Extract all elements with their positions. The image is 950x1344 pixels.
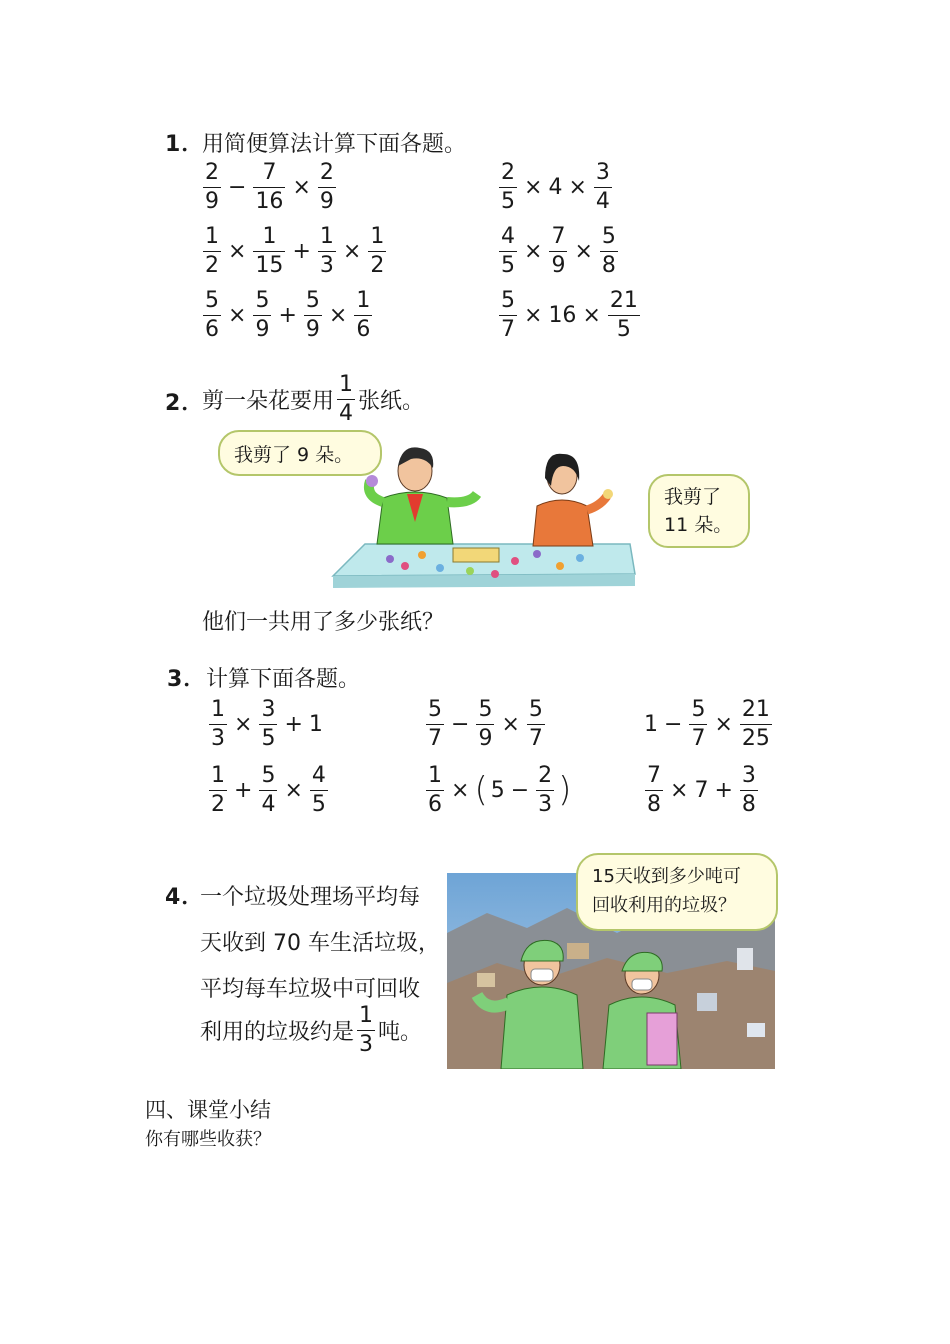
denominator: 9 xyxy=(305,316,320,342)
numerator: 2 xyxy=(538,762,553,788)
numerator: 7 xyxy=(551,223,566,249)
operator: × xyxy=(524,238,543,264)
denominator: 4 xyxy=(261,791,276,817)
fraction xyxy=(253,287,271,342)
denominator: 6 xyxy=(356,316,371,342)
q4-frac-numerator: 1 xyxy=(359,1002,374,1028)
fraction xyxy=(203,223,221,278)
fraction xyxy=(354,287,372,342)
operator: × xyxy=(714,711,733,737)
operator: − xyxy=(510,777,530,803)
denominator: 9 xyxy=(255,316,270,342)
worker-speech-line1: 15天收到多少吨可 xyxy=(592,866,741,888)
denominator: 16 xyxy=(255,188,284,214)
q3-title: 计算下面各题。 xyxy=(206,667,361,692)
numerator: 2 xyxy=(319,159,334,185)
numerator: 5 xyxy=(305,287,320,313)
parenthesis: ( xyxy=(474,770,488,810)
denominator: 6 xyxy=(205,316,219,342)
denominator: 9 xyxy=(205,188,219,214)
numerator: 1 xyxy=(262,223,277,249)
parenthesis: ) xyxy=(558,770,572,810)
numerator: 2 xyxy=(205,159,219,185)
numerator: 3 xyxy=(741,762,756,788)
fraction xyxy=(740,696,772,751)
summary-title: 四、课堂小结 xyxy=(145,1098,271,1122)
numerator: 1 xyxy=(428,762,442,788)
denominator: 5 xyxy=(501,252,515,278)
operator: × xyxy=(670,777,689,803)
denominator: 3 xyxy=(319,252,334,278)
q2-label: 2． xyxy=(165,391,205,416)
girl-speech-bubble xyxy=(648,474,750,548)
q3-expr-1-2 xyxy=(423,692,548,756)
operator: × xyxy=(524,302,543,328)
operator: − xyxy=(664,711,683,737)
numerator: 5 xyxy=(528,696,543,722)
operator: × xyxy=(328,302,348,328)
fraction xyxy=(209,762,227,817)
q3-expr-2-1 xyxy=(206,758,331,822)
operator: × xyxy=(234,711,253,737)
number: 16 xyxy=(548,302,577,328)
fraction xyxy=(499,287,517,342)
operator: × xyxy=(582,302,601,328)
fraction xyxy=(499,223,517,278)
number: 5 xyxy=(490,777,505,803)
girl-speech-line1: 我剪了 xyxy=(664,485,722,508)
q2-frac-numerator: 1 xyxy=(339,371,354,397)
summary-question: 你有哪些收获？ xyxy=(145,1129,271,1150)
q2-text-after: 张纸。 xyxy=(358,388,425,414)
fraction xyxy=(253,159,285,214)
q3-expr-1-1 xyxy=(206,692,325,756)
number: 4 xyxy=(548,174,563,200)
q4-line1: 一个垃圾处理场平均每 xyxy=(200,885,421,910)
q2-frac-denominator: 4 xyxy=(339,400,354,426)
denominator: 8 xyxy=(601,252,616,278)
q4-line4-after: 吨。 xyxy=(378,1019,423,1045)
operator: × xyxy=(568,174,587,200)
denominator: 2 xyxy=(211,791,225,817)
q3-expr-1-3 xyxy=(642,692,775,756)
numerator: 21 xyxy=(609,287,638,313)
q2-title xyxy=(202,371,424,427)
fraction xyxy=(304,287,322,342)
fraction xyxy=(203,159,221,214)
operator: × xyxy=(228,238,247,264)
operator: × xyxy=(451,777,470,803)
denominator: 3 xyxy=(538,791,553,817)
q4-line2: 天收到 70 车生活垃圾， xyxy=(200,931,440,956)
fraction xyxy=(536,762,554,817)
q2-question: 他们一共用了多少张纸？ xyxy=(202,610,445,635)
operator: − xyxy=(228,174,247,200)
q3-expr-2-2 xyxy=(423,758,572,822)
number: 7 xyxy=(694,777,709,803)
fraction xyxy=(310,762,328,817)
fraction xyxy=(476,696,494,751)
denominator: 5 xyxy=(311,791,326,817)
operator: × xyxy=(292,174,311,200)
fraction xyxy=(740,762,758,817)
number: 1 xyxy=(308,711,323,737)
boy-speech-text: 我剪了 9 朵。 xyxy=(234,443,354,466)
fraction xyxy=(368,223,386,278)
denominator: 4 xyxy=(595,188,610,214)
operator: × xyxy=(228,302,247,328)
denominator: 8 xyxy=(647,791,661,817)
denominator: 2 xyxy=(205,252,219,278)
denominator: 7 xyxy=(528,725,543,751)
fraction xyxy=(318,223,336,278)
numerator: 5 xyxy=(205,287,219,313)
q1-right-expr-1 xyxy=(496,155,615,219)
denominator: 5 xyxy=(261,725,276,751)
operator: × xyxy=(501,711,520,737)
fraction xyxy=(499,159,517,214)
q4-line4 xyxy=(200,1002,422,1058)
numerator: 1 xyxy=(319,223,334,249)
operator: × xyxy=(342,238,362,264)
numerator: 5 xyxy=(428,696,442,722)
q1-title: 用简便算法计算下面各题。 xyxy=(202,132,467,157)
denominator: 15 xyxy=(255,252,284,278)
denominator: 7 xyxy=(501,316,515,342)
paper-stack xyxy=(453,548,499,562)
numerator: 5 xyxy=(255,287,270,313)
denominator: 3 xyxy=(211,725,225,751)
q1-left-expr-3 xyxy=(200,283,375,347)
numerator: 5 xyxy=(691,696,706,722)
numerator: 5 xyxy=(501,287,515,313)
denominator: 2 xyxy=(370,252,385,278)
denominator: 6 xyxy=(428,791,442,817)
fraction xyxy=(645,762,663,817)
boy-figure xyxy=(366,447,477,544)
denominator: 9 xyxy=(478,725,493,751)
q4-line4-before: 利用的垃圾约是 xyxy=(200,1019,355,1045)
operator: + xyxy=(278,302,297,328)
fraction xyxy=(689,696,707,751)
fraction xyxy=(209,696,227,751)
numerator: 4 xyxy=(311,762,326,788)
worker-speech-line2: 回收利用的垃圾？ xyxy=(592,895,736,916)
numerator: 3 xyxy=(261,696,276,722)
fraction xyxy=(594,159,612,214)
fraction xyxy=(203,287,221,342)
numerator: 1 xyxy=(356,287,371,313)
q2-text-before: 剪一朵花要用 xyxy=(202,388,335,414)
numerator: 7 xyxy=(262,159,277,185)
operator: + xyxy=(284,711,303,737)
q4-label: 4． xyxy=(165,885,205,910)
fraction xyxy=(259,696,277,751)
numerator: 5 xyxy=(601,223,616,249)
operator: × xyxy=(284,777,303,803)
girl-figure xyxy=(533,454,613,546)
denominator: 25 xyxy=(741,725,770,751)
operator: × xyxy=(574,238,593,264)
q1-left-expr-2 xyxy=(200,219,389,283)
numerator: 5 xyxy=(261,762,276,788)
q1-left-expr-1 xyxy=(200,155,339,219)
q1-right-expr-3 xyxy=(496,283,643,347)
numerator: 1 xyxy=(205,223,219,249)
numerator: 7 xyxy=(647,762,661,788)
fraction xyxy=(426,762,444,817)
q4-line3: 平均每车垃圾中可回收 xyxy=(200,977,421,1002)
worker-speech-bubble xyxy=(576,853,778,931)
numerator: 21 xyxy=(741,696,770,722)
numerator: 2 xyxy=(501,159,515,185)
denominator: 9 xyxy=(319,188,334,214)
boy-speech-bubble xyxy=(218,430,382,476)
fraction xyxy=(527,696,545,751)
operator: + xyxy=(292,238,311,264)
denominator: 8 xyxy=(741,791,756,817)
operator: × xyxy=(524,174,543,200)
numerator: 1 xyxy=(211,762,225,788)
numerator: 5 xyxy=(478,696,493,722)
denominator: 5 xyxy=(501,188,515,214)
fraction xyxy=(318,159,336,214)
numerator: 3 xyxy=(595,159,610,185)
operator: + xyxy=(234,777,253,803)
girl-speech-line2: 11 朵。 xyxy=(664,514,733,536)
numerator: 1 xyxy=(211,696,225,722)
fraction xyxy=(608,287,640,342)
fraction xyxy=(259,762,277,817)
clipboard xyxy=(647,1013,677,1065)
q3-expr-2-3 xyxy=(642,758,761,822)
q1-label: 1． xyxy=(165,132,205,157)
operator: + xyxy=(714,777,733,803)
fraction xyxy=(549,223,567,278)
denominator: 5 xyxy=(616,316,631,342)
denominator: 9 xyxy=(551,252,566,278)
q2-fraction xyxy=(337,371,355,426)
numerator: 1 xyxy=(370,223,385,249)
operator: − xyxy=(451,711,470,737)
q3-label: 3． xyxy=(167,667,207,692)
denominator: 7 xyxy=(428,725,442,751)
number: 1 xyxy=(644,711,658,737)
fraction xyxy=(600,223,618,278)
q4-frac-denominator: 3 xyxy=(359,1031,374,1057)
denominator: 7 xyxy=(691,725,706,751)
fraction xyxy=(253,223,285,278)
fraction xyxy=(426,696,444,751)
numerator: 4 xyxy=(501,223,515,249)
q4-fraction xyxy=(357,1002,375,1057)
q1-right-expr-2 xyxy=(496,219,621,283)
